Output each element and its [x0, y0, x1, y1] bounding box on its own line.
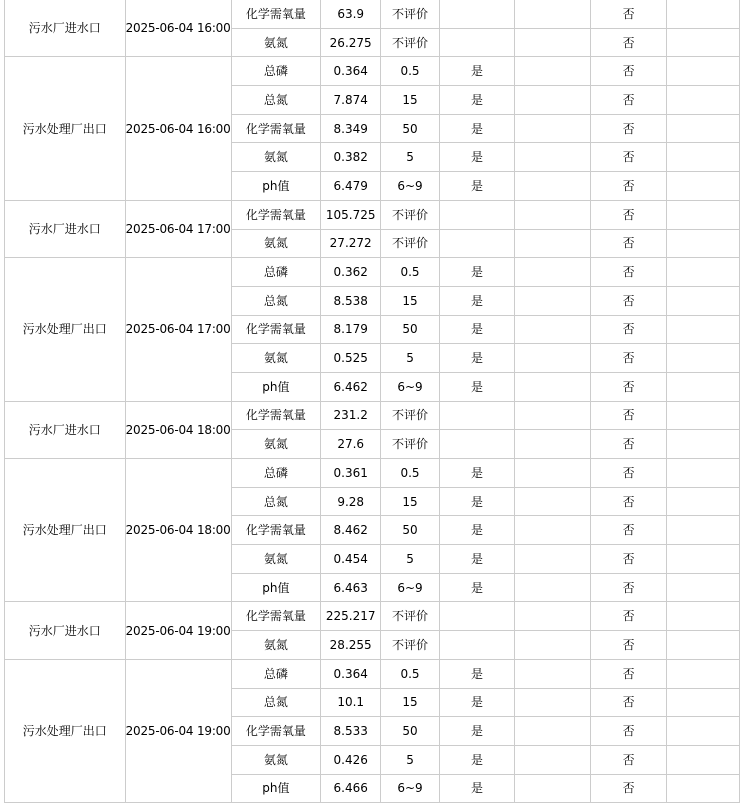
compliance-cell: 是 — [439, 573, 514, 602]
blank-cell — [666, 344, 739, 373]
exceed-status-cell: 否 — [591, 0, 666, 28]
parameter-name-cell: 氨氮 — [231, 545, 321, 574]
table-row — [5, 659, 740, 688]
exceed-status-cell: 否 — [591, 114, 666, 143]
blank-cell — [515, 459, 591, 488]
exceed-status-cell: 否 — [591, 545, 666, 574]
parameter-name-cell: 化学需氧量 — [231, 0, 321, 28]
blank-cell — [515, 286, 591, 315]
measured-value-cell: 28.255 — [321, 631, 381, 660]
standard-limit-cell: 15 — [381, 688, 440, 717]
blank-cell — [666, 545, 739, 574]
blank-cell — [515, 229, 591, 258]
parameter-name-cell: 化学需氧量 — [231, 315, 321, 344]
measured-value-cell: 225.217 — [321, 602, 381, 631]
blank-cell — [515, 745, 591, 774]
compliance-cell: 是 — [439, 659, 514, 688]
parameter-name-cell: 氨氮 — [231, 745, 321, 774]
compliance-cell: 是 — [439, 114, 514, 143]
measured-value-cell: 8.179 — [321, 315, 381, 344]
standard-limit-cell: 0.5 — [381, 459, 440, 488]
measured-value-cell: 10.1 — [321, 688, 381, 717]
standard-limit-cell: 5 — [381, 344, 440, 373]
blank-cell — [515, 86, 591, 115]
monitor-time-cell: 2025-06-04 18:00 — [125, 459, 231, 602]
blank-cell — [515, 143, 591, 172]
compliance-cell: 是 — [439, 774, 514, 803]
blank-cell — [515, 774, 591, 803]
parameter-name-cell: ph值 — [231, 774, 321, 803]
blank-cell — [666, 430, 739, 459]
measured-value-cell: 0.364 — [321, 57, 381, 86]
parameter-name-cell: 氨氮 — [231, 28, 321, 57]
blank-cell — [515, 315, 591, 344]
exceed-status-cell: 否 — [591, 286, 666, 315]
parameter-name-cell: 化学需氧量 — [231, 401, 321, 430]
table-row — [5, 602, 740, 631]
measured-value-cell: 63.9 — [321, 0, 381, 28]
blank-cell — [515, 717, 591, 746]
parameter-name-cell: ph值 — [231, 573, 321, 602]
compliance-cell: 是 — [439, 459, 514, 488]
parameter-name-cell: 化学需氧量 — [231, 516, 321, 545]
parameter-name-cell: 化学需氧量 — [231, 602, 321, 631]
site-name-cell: 污水处理厂出口 — [5, 57, 126, 200]
blank-cell — [666, 172, 739, 201]
blank-cell — [515, 631, 591, 660]
standard-limit-cell: 0.5 — [381, 57, 440, 86]
compliance-cell: 是 — [439, 258, 514, 287]
blank-cell — [666, 745, 739, 774]
measured-value-cell: 0.364 — [321, 659, 381, 688]
compliance-cell: 是 — [439, 745, 514, 774]
blank-cell — [515, 172, 591, 201]
blank-cell — [666, 286, 739, 315]
blank-cell — [515, 430, 591, 459]
blank-cell — [666, 717, 739, 746]
measured-value-cell: 0.362 — [321, 258, 381, 287]
compliance-cell: 是 — [439, 545, 514, 574]
table-row — [5, 459, 740, 488]
blank-cell — [515, 200, 591, 229]
site-name-cell: 污水厂进水口 — [5, 0, 126, 57]
standard-limit-cell: 50 — [381, 114, 440, 143]
monitor-time-cell: 2025-06-04 19:00 — [125, 659, 231, 802]
standard-limit-cell: 不评价 — [381, 0, 440, 28]
parameter-name-cell: 总氮 — [231, 487, 321, 516]
standard-limit-cell: 不评价 — [381, 631, 440, 660]
blank-cell — [515, 573, 591, 602]
blank-cell — [515, 545, 591, 574]
exceed-status-cell: 否 — [591, 659, 666, 688]
blank-cell — [666, 315, 739, 344]
site-name-cell: 污水厂进水口 — [5, 401, 126, 458]
exceed-status-cell: 否 — [591, 430, 666, 459]
site-name-cell: 污水处理厂出口 — [5, 659, 126, 802]
blank-cell — [666, 28, 739, 57]
compliance-cell: 是 — [439, 172, 514, 201]
parameter-name-cell: 氨氮 — [231, 143, 321, 172]
measured-value-cell: 6.463 — [321, 573, 381, 602]
exceed-status-cell: 否 — [591, 516, 666, 545]
measured-value-cell: 231.2 — [321, 401, 381, 430]
blank-cell — [666, 401, 739, 430]
compliance-cell: 是 — [439, 688, 514, 717]
parameter-name-cell: 氨氮 — [231, 344, 321, 373]
parameter-name-cell: 总磷 — [231, 258, 321, 287]
blank-cell — [515, 372, 591, 401]
exceed-status-cell: 否 — [591, 86, 666, 115]
compliance-cell: 是 — [439, 315, 514, 344]
exceed-status-cell: 否 — [591, 229, 666, 258]
standard-limit-cell: 50 — [381, 315, 440, 344]
table-row — [5, 258, 740, 287]
measured-value-cell: 105.725 — [321, 200, 381, 229]
parameter-name-cell: 氨氮 — [231, 631, 321, 660]
standard-limit-cell: 5 — [381, 545, 440, 574]
parameter-name-cell: 化学需氧量 — [231, 114, 321, 143]
blank-cell — [515, 516, 591, 545]
parameter-name-cell: ph值 — [231, 372, 321, 401]
blank-cell — [515, 57, 591, 86]
parameter-name-cell: 总磷 — [231, 659, 321, 688]
measured-value-cell: 7.874 — [321, 86, 381, 115]
exceed-status-cell: 否 — [591, 688, 666, 717]
measured-value-cell: 6.462 — [321, 372, 381, 401]
blank-cell — [666, 0, 739, 28]
blank-cell — [515, 114, 591, 143]
standard-limit-cell: 5 — [381, 745, 440, 774]
blank-cell — [515, 28, 591, 57]
site-name-cell: 污水厂进水口 — [5, 602, 126, 659]
monitor-time-cell: 2025-06-04 17:00 — [125, 200, 231, 257]
monitor-time-cell: 2025-06-04 19:00 — [125, 602, 231, 659]
blank-cell — [515, 258, 591, 287]
blank-cell — [666, 659, 739, 688]
measured-value-cell: 8.538 — [321, 286, 381, 315]
site-name-cell: 污水处理厂出口 — [5, 459, 126, 602]
exceed-status-cell: 否 — [591, 573, 666, 602]
standard-limit-cell: 50 — [381, 516, 440, 545]
blank-cell — [515, 688, 591, 717]
blank-cell — [666, 372, 739, 401]
compliance-cell: 是 — [439, 86, 514, 115]
parameter-name-cell: 氨氮 — [231, 229, 321, 258]
compliance-cell: 是 — [439, 286, 514, 315]
monitor-time-cell: 2025-06-04 16:00 — [125, 57, 231, 200]
exceed-status-cell: 否 — [591, 372, 666, 401]
compliance-cell — [439, 430, 514, 459]
standard-limit-cell: 6~9 — [381, 774, 440, 803]
standard-limit-cell: 0.5 — [381, 659, 440, 688]
blank-cell — [515, 401, 591, 430]
blank-cell — [666, 487, 739, 516]
blank-cell — [515, 0, 591, 28]
compliance-cell: 是 — [439, 717, 514, 746]
blank-cell — [666, 258, 739, 287]
blank-cell — [666, 573, 739, 602]
blank-cell — [666, 114, 739, 143]
blank-cell — [666, 229, 739, 258]
blank-cell — [666, 602, 739, 631]
exceed-status-cell: 否 — [591, 745, 666, 774]
measured-value-cell: 0.525 — [321, 344, 381, 373]
standard-limit-cell: 不评价 — [381, 200, 440, 229]
standard-limit-cell: 15 — [381, 286, 440, 315]
parameter-name-cell: 总磷 — [231, 459, 321, 488]
exceed-status-cell: 否 — [591, 143, 666, 172]
parameter-name-cell: 总氮 — [231, 688, 321, 717]
table-row — [5, 0, 740, 28]
table-body — [5, 0, 740, 803]
measured-value-cell: 27.272 — [321, 229, 381, 258]
standard-limit-cell: 6~9 — [381, 172, 440, 201]
exceed-status-cell: 否 — [591, 172, 666, 201]
standard-limit-cell: 15 — [381, 86, 440, 115]
monitor-time-cell: 2025-06-04 18:00 — [125, 401, 231, 458]
monitoring-data-table — [4, 0, 740, 803]
parameter-name-cell: 氨氮 — [231, 430, 321, 459]
compliance-cell — [439, 28, 514, 57]
compliance-cell — [439, 229, 514, 258]
blank-cell — [666, 774, 739, 803]
exceed-status-cell: 否 — [591, 602, 666, 631]
standard-limit-cell: 不评价 — [381, 602, 440, 631]
standard-limit-cell: 不评价 — [381, 229, 440, 258]
compliance-cell: 是 — [439, 372, 514, 401]
site-name-cell: 污水处理厂出口 — [5, 258, 126, 401]
exceed-status-cell: 否 — [591, 631, 666, 660]
measured-value-cell: 8.533 — [321, 717, 381, 746]
compliance-cell: 是 — [439, 57, 514, 86]
measured-value-cell: 8.462 — [321, 516, 381, 545]
table-row — [5, 57, 740, 86]
measured-value-cell: 6.466 — [321, 774, 381, 803]
blank-cell — [666, 459, 739, 488]
compliance-cell — [439, 602, 514, 631]
compliance-cell: 是 — [439, 516, 514, 545]
measured-value-cell: 26.275 — [321, 28, 381, 57]
monitoring-table-container — [4, 0, 740, 803]
blank-cell — [666, 631, 739, 660]
standard-limit-cell: 50 — [381, 717, 440, 746]
compliance-cell: 是 — [439, 487, 514, 516]
parameter-name-cell: 总氮 — [231, 286, 321, 315]
measured-value-cell: 0.454 — [321, 545, 381, 574]
blank-cell — [515, 659, 591, 688]
blank-cell — [666, 86, 739, 115]
table-row — [5, 200, 740, 229]
compliance-cell: 是 — [439, 143, 514, 172]
blank-cell — [666, 688, 739, 717]
exceed-status-cell: 否 — [591, 344, 666, 373]
standard-limit-cell: 5 — [381, 143, 440, 172]
blank-cell — [515, 487, 591, 516]
standard-limit-cell: 15 — [381, 487, 440, 516]
measured-value-cell: 0.382 — [321, 143, 381, 172]
standard-limit-cell: 不评价 — [381, 28, 440, 57]
standard-limit-cell: 不评价 — [381, 430, 440, 459]
exceed-status-cell: 否 — [591, 459, 666, 488]
exceed-status-cell: 否 — [591, 401, 666, 430]
exceed-status-cell: 否 — [591, 200, 666, 229]
exceed-status-cell: 否 — [591, 487, 666, 516]
site-name-cell: 污水厂进水口 — [5, 200, 126, 257]
compliance-cell — [439, 0, 514, 28]
monitor-time-cell: 2025-06-04 17:00 — [125, 258, 231, 401]
blank-cell — [666, 143, 739, 172]
measured-value-cell: 8.349 — [321, 114, 381, 143]
standard-limit-cell: 0.5 — [381, 258, 440, 287]
blank-cell — [666, 200, 739, 229]
exceed-status-cell: 否 — [591, 774, 666, 803]
standard-limit-cell: 6~9 — [381, 573, 440, 602]
blank-cell — [515, 602, 591, 631]
compliance-cell — [439, 631, 514, 660]
standard-limit-cell: 6~9 — [381, 372, 440, 401]
measured-value-cell: 9.28 — [321, 487, 381, 516]
exceed-status-cell: 否 — [591, 315, 666, 344]
compliance-cell — [439, 200, 514, 229]
parameter-name-cell: 总氮 — [231, 86, 321, 115]
table-row — [5, 401, 740, 430]
measured-value-cell: 0.426 — [321, 745, 381, 774]
parameter-name-cell: 化学需氧量 — [231, 717, 321, 746]
parameter-name-cell: ph值 — [231, 172, 321, 201]
blank-cell — [666, 516, 739, 545]
measured-value-cell: 0.361 — [321, 459, 381, 488]
blank-cell — [515, 344, 591, 373]
blank-cell — [666, 57, 739, 86]
parameter-name-cell: 总磷 — [231, 57, 321, 86]
measured-value-cell: 27.6 — [321, 430, 381, 459]
exceed-status-cell: 否 — [591, 717, 666, 746]
exceed-status-cell: 否 — [591, 57, 666, 86]
compliance-cell — [439, 401, 514, 430]
monitor-time-cell: 2025-06-04 16:00 — [125, 0, 231, 57]
standard-limit-cell: 不评价 — [381, 401, 440, 430]
exceed-status-cell: 否 — [591, 258, 666, 287]
compliance-cell: 是 — [439, 344, 514, 373]
measured-value-cell: 6.479 — [321, 172, 381, 201]
parameter-name-cell: 化学需氧量 — [231, 200, 321, 229]
exceed-status-cell: 否 — [591, 28, 666, 57]
